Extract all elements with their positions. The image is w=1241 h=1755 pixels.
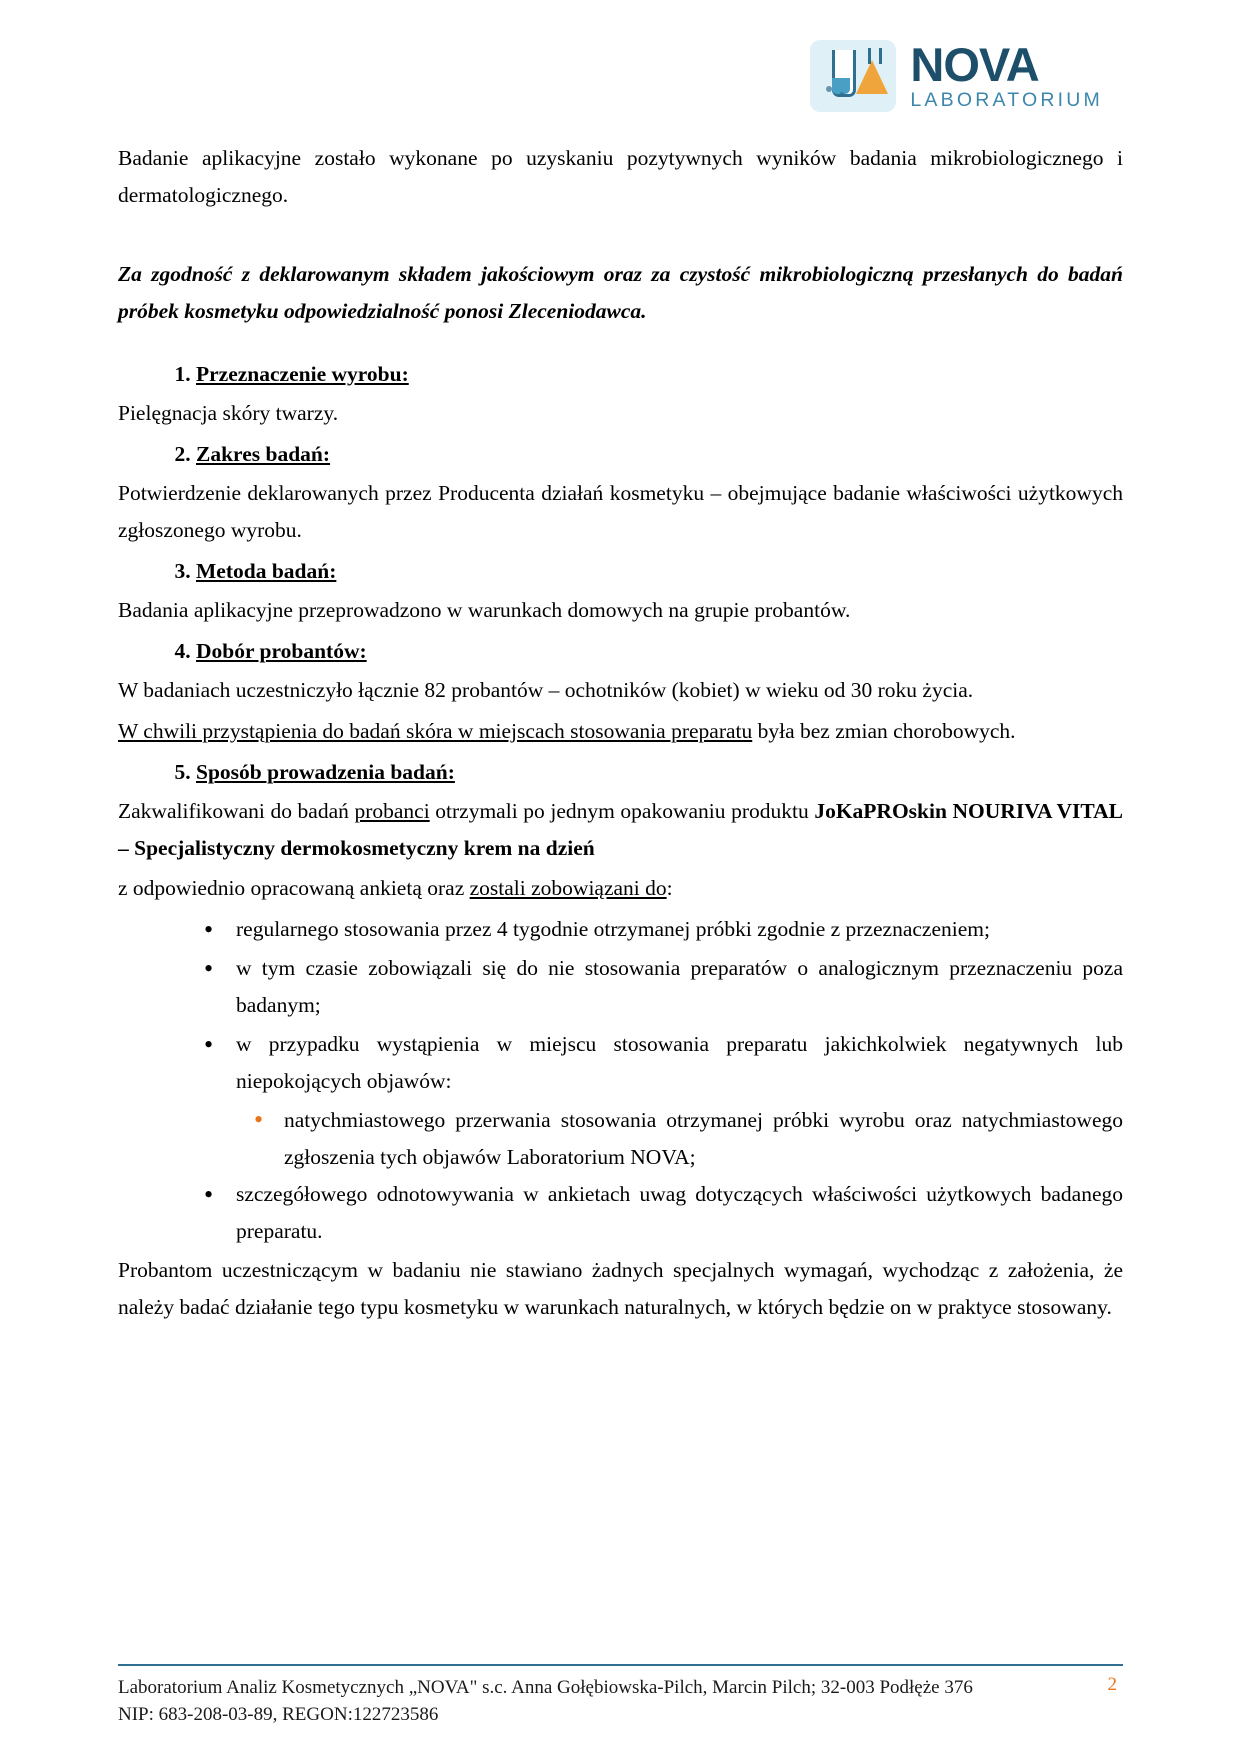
section-body-4b-rest: była bez zmian chorobowych. — [752, 718, 1016, 743]
responsibility-paragraph: Za zgodność z deklarowanym składem jakościowym oraz za czystość mikrobiologiczną przesłanych do badań próbek kosmetyku odpowiedzialność ponosi Zleceniodawca. — [118, 261, 1123, 323]
method-lead-paragraph — [118, 793, 1123, 867]
intro-paragraph: Badanie aplikacyjne zostało wykonane po uzyskaniu pozytywnych wyników badania mikrobiologicznego i dermatologicznego. — [118, 146, 1123, 207]
section-item-4 — [196, 633, 1123, 670]
section-item-3 — [196, 553, 1123, 590]
section-heading-2: Zakres badań: — [196, 441, 331, 466]
method-lead-2: otrzymali po jednym opakowaniu produktu — [429, 798, 815, 823]
method-bullet-list — [118, 911, 1123, 1100]
footer-line-1: Laboratorium Analiz Kosmetycznych „NOVA" s.c. Anna Gołębiowska-Pilch, Marcin Pilch; 32-003 Podłęże 376 — [118, 1676, 973, 1698]
footer-company-info — [118, 1674, 973, 1729]
page-header — [118, 40, 1123, 140]
method-obligation-underlined: zostali zobowiązani do — [469, 876, 667, 901]
section-list-3 — [118, 553, 1123, 590]
logo-title: NOVA — [910, 38, 1039, 92]
footer-line-2: NIP: 683-208-03-89, REGON:122723586 — [118, 1704, 439, 1726]
footer-divider — [118, 1664, 1123, 1666]
method-lead-1: Zakwalifikowani do badań — [118, 798, 355, 823]
section-body-1: Pielęgnacja skóry twarzy. — [118, 400, 339, 425]
section-body-4: W badaniach uczestniczyło łącznie 82 probantów – ochotników (kobiet) w wieku od 30 roku życia. — [118, 677, 974, 702]
section-heading-4: Dobór probantów: — [196, 638, 367, 663]
section-list-1 — [118, 356, 1123, 393]
closing-paragraph: Probantom uczestniczącym w badaniu nie stawiano żadnych specjalnych wymagań, wychodząc z założenia, że należy badać działanie tego typu kosmetyku w warunkach naturalnych, w których będzie on w praktyce stosowany. — [118, 1258, 1123, 1320]
method-sub-bullet-list — [118, 1102, 1123, 1176]
logo-wordmark — [910, 38, 1103, 112]
section-item-2 — [196, 436, 1123, 473]
list-item: • natychmiastowego przerwania stosowania otrzymanej próbki wyrobu oraz natychmiastowego zgłoszenia tych objawów Laboratorium NOVA; — [248, 1102, 1123, 1176]
list-item: • regularnego stosowania przez 4 tygodnie otrzymanej próbki zgodnie z przeznaczeniem; — [196, 911, 1123, 948]
method-lead-4: : — [666, 876, 673, 901]
page-number: 2 — [1107, 1673, 1117, 1695]
flasks-icon — [810, 40, 896, 112]
section-heading-1: Przeznaczenie wyrobu: — [196, 361, 409, 386]
nova-logo — [810, 40, 1103, 112]
method-lead-3: z odpowiednio opracowaną ankietą oraz — [118, 876, 470, 901]
method-lead-underlined: probanci — [354, 798, 430, 823]
page-footer — [118, 1664, 1123, 1729]
list-item: • szczegółowego odnotowywania w ankietach uwag dotyczących właściwości użytkowych badanego preparatu. — [196, 1176, 1123, 1250]
section-heading-5: Sposób prowadzenia badań: — [196, 759, 455, 784]
section-body-3: Badania aplikacyjne przeprowadzono w warunkach domowych na grupie probantów. — [118, 597, 851, 622]
section-list-2 — [118, 436, 1123, 473]
list-item: • w tym czasie zobowiązali się do nie stosowania preparatów o analogicznym przeznaczeniu poza badanym; — [196, 950, 1123, 1024]
section-list-5 — [118, 754, 1123, 791]
section-item-1 — [196, 356, 1123, 393]
list-item: • w przypadku wystąpienia w miejscu stosowania preparatu jakichkolwiek negatywnych lub niepokojących objawów: — [196, 1026, 1123, 1100]
method-obligation-paragraph — [118, 870, 1123, 907]
section-body-4b — [118, 713, 1123, 750]
product-name: JoKaPROskin NOURIVA VITAL – Specjalistyczny dermokosmetyczny krem na dzień — [118, 798, 1123, 860]
section-heading-3: Metoda badań: — [196, 558, 337, 583]
section-list-4 — [118, 633, 1123, 670]
section-body-4b-underlined: W chwili przystąpienia do badań skóra w miejscach stosowania preparatu — [118, 718, 753, 743]
method-bullet-list-after — [118, 1176, 1123, 1250]
section-body-2: Potwierdzenie deklarowanych przez Producenta działań kosmetyku – obejmujące badanie właściwości użytkowych zgłoszonego wyrobu. — [118, 480, 1123, 542]
logo-subtitle: LABORATORIUM — [910, 89, 1103, 112]
section-item-5 — [196, 754, 1123, 791]
